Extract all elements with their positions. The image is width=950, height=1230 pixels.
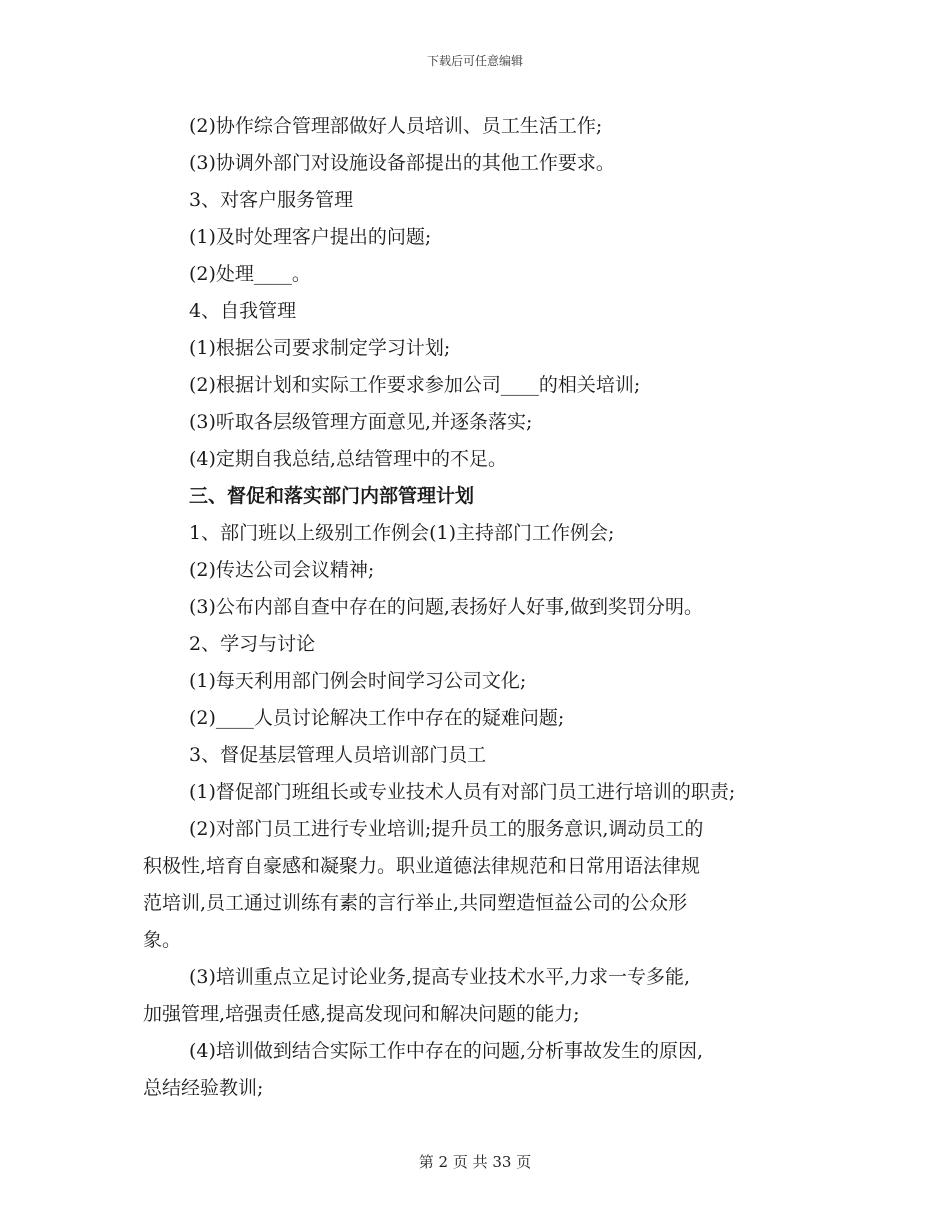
text-line: (3)协调外部门对设施设备部提出的其他工作要求。 [189,152,615,174]
text-line: (3)听取各层级管理方面意见,并逐条落实; [189,411,533,433]
text-line: (2)处理____。 [189,263,311,285]
text-line: (3)培训重点立足讨论业务,提高专业技术水平,力求一专多能, [189,966,691,988]
text-line: 象。 [143,929,182,951]
text-line: 范培训,员工通过训练有素的言行举止,共同塑造恒益公司的公众形 [143,892,688,914]
text-line: 总结经验教训; [143,1077,264,1099]
text-line: (1)每天利用部门例会时间学习公司文化; [189,670,527,692]
text-line: 4、自我管理 [189,300,297,322]
text-line: 积极性,培育自豪感和凝聚力。职业道德法律规范和日常用语法律规 [143,855,701,877]
text-line: (2)对部门员工进行专业培训;提升员工的服务意识,调动员工的 [189,818,704,840]
text-line: (4)定期自我总结,总结管理中的不足。 [189,448,507,470]
text-line: (2)协作综合管理部做好人员培训、员工生活工作; [189,115,603,137]
text-line: (4)培训做到结合实际工作中存在的问题,分析事故发生的原因, [189,1040,703,1062]
text-line: 1、部门班以上级别工作例会(1)主持部门工作例会; [189,522,615,544]
page-header: 下载后可任意编辑 [426,54,523,68]
text-line: 2、学习与讨论 [189,633,316,655]
page-footer: 第 2 页 共 33 页 [418,1153,532,1171]
text-line: (1)根据公司要求制定学习计划; [189,337,451,359]
text-line: (1)督促部门班组长或专业技术人员有对部门员工进行培训的职责; [189,781,736,803]
text-line: 3、对客户服务管理 [189,189,354,211]
text-line: 加强管理,培强责任感,提高发现问和解决问题的能力; [143,1003,580,1025]
text-line: (3)公布内部自查中存在的问题,表扬好人好事,做到奖罚分明。 [189,596,703,618]
text-line: (2)根据计划和实际工作要求参加公司____的相关培训; [189,374,641,396]
section-heading: 三、督促和落实部门内部管理计划 [189,485,475,507]
text-line: (2)传达公司会议精神; [189,559,375,581]
text-line: 3、督促基层管理人员培训部门员工 [189,744,487,766]
text-line: (1)及时处理客户提出的问题; [189,226,432,248]
document-body [143,108,823,1107]
text-line: (2)____人员讨论解决工作中存在的疑难问题; [189,707,565,729]
